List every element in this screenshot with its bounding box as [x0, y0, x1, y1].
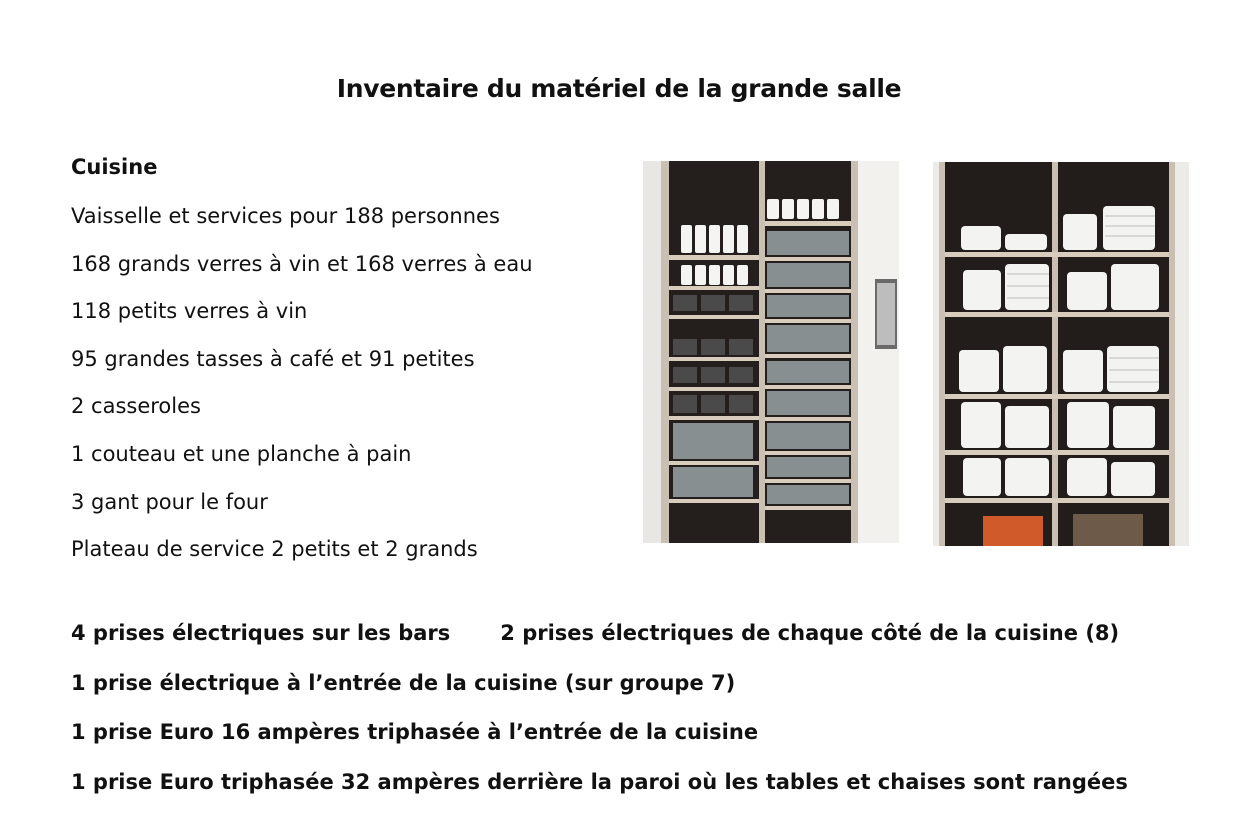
list-item: 95 grandes tasses à café et 91 petites: [71, 346, 475, 371]
section-heading-cuisine: Cuisine: [71, 155, 158, 179]
sockets-euro32: 1 prise Euro triphasée 32 ampères derrière la paroi où les tables et chaises sont rangées: [71, 770, 1128, 794]
sockets-bars: 4 prises électriques sur les bars: [71, 621, 451, 645]
sockets-line-1: [71, 621, 1119, 645]
list-item: 1 couteau et une planche à pain: [71, 441, 412, 466]
inventory-list: [71, 204, 533, 585]
list-item: Vaisselle et services pour 188 personnes: [71, 204, 500, 228]
list-item: 118 petits verres à vin: [71, 299, 308, 324]
photo-glass-cabinet: [643, 161, 899, 543]
list-item: Plateau de service 2 petits et 2 grands: [71, 537, 478, 562]
sockets-kitchen-entrance: 1 prise électrique à l’entrée de la cuisine (sur groupe 7): [71, 671, 736, 695]
photo-plate-cabinet: [933, 162, 1189, 546]
plate-cabinet-illustration: [933, 162, 1189, 546]
sockets-kitchen-sides: 2 prises électriques de chaque côté de la cuisine (8): [500, 621, 1120, 645]
list-item: 3 gant pour le four: [71, 489, 268, 514]
glass-cabinet-illustration: [643, 161, 899, 543]
document-title: Inventaire du matériel de la grande salle: [336, 74, 902, 103]
list-item: 2 casseroles: [71, 394, 201, 419]
list-item: 168 grands verres à vin et 168 verres à eau: [71, 251, 533, 276]
sockets-euro16: 1 prise Euro 16 ampères triphasée à l’entrée de la cuisine: [71, 720, 759, 744]
